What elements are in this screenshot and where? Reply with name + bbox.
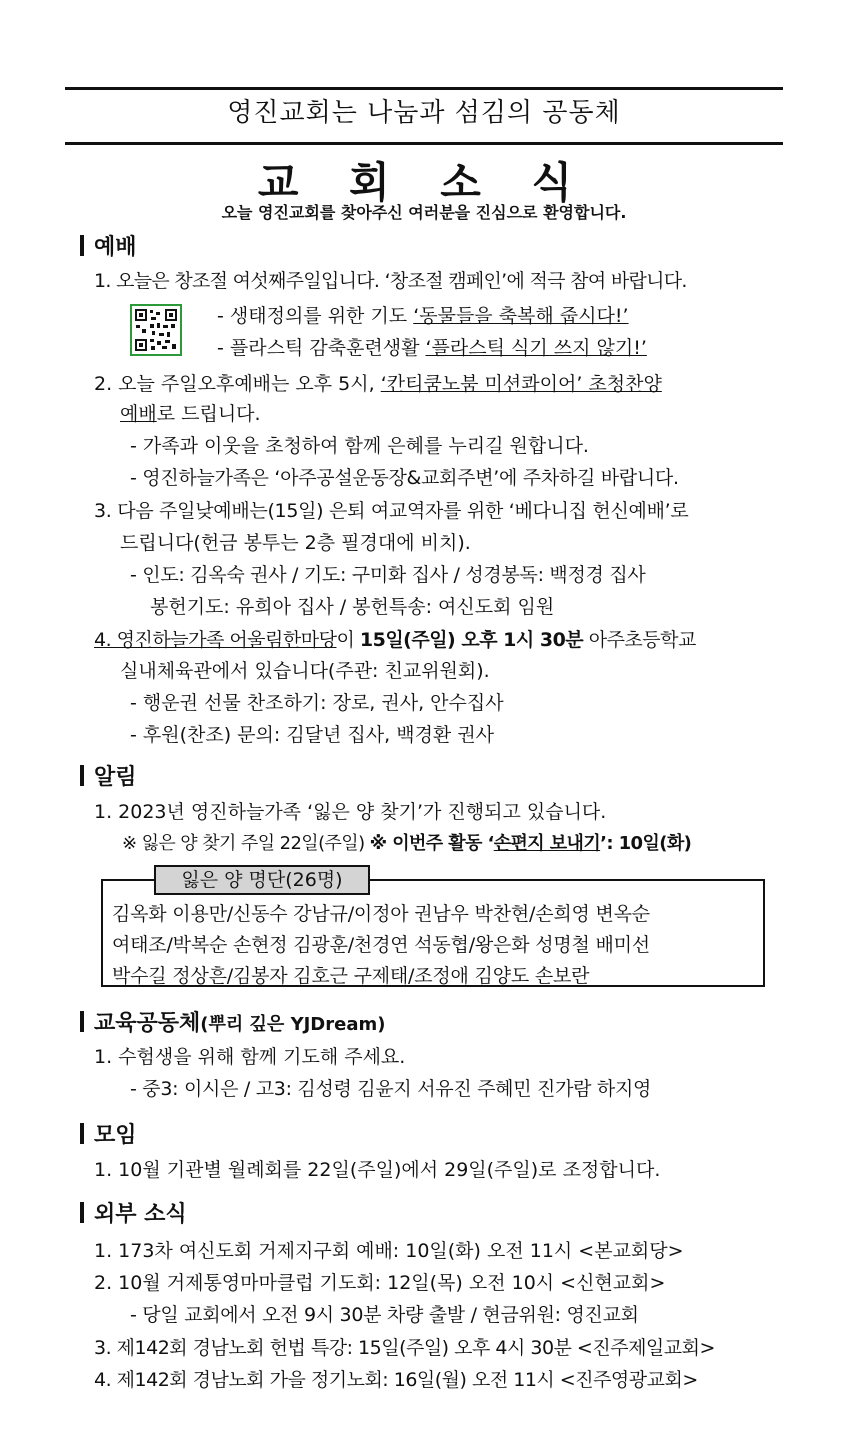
notice-item-1-sub: ※ 잃은 양 찾기 주일 22일(주일) ※ 이번주 활동 ‘손편지 보내기’: 10일(화) — [122, 833, 692, 854]
worship-item-2-sub-2: - 영진하늘가족은 ‘아주공설운동장&교회주변’에 주차하길 바랍니다. — [130, 467, 679, 489]
worship-item-1: 1. 오늘은 창조절 여섯째주일입니다. ‘창조절 캠페인’에 적극 참여 바랍니다. — [94, 270, 687, 292]
worship-item-3-line-1: 3. 다음 주일낮예배는(15일) 은퇴 여교역자를 위한 ‘베다니집 헌신예배’로 — [94, 500, 689, 522]
lost-sheep-list-title: 잃은 양 명단(26명) — [154, 865, 370, 895]
section-heading-external: 외부 소식 — [80, 1197, 187, 1228]
worship-item-3-line-2: 드립니다(헌금 봉투는 2층 필경대에 비치). — [120, 532, 471, 554]
section-heading-notice: 알림 — [80, 760, 137, 791]
section-heading-meeting: 모임 — [80, 1118, 137, 1149]
worship-item-4-sub-2: - 후원(찬조) 문의: 김달년 집사, 백경환 권사 — [130, 724, 495, 746]
lost-sheep-list-line-2: 여태조/박복순 손현정 김광훈/천경연 석동협/왕은화 성명철 배미선 — [112, 934, 650, 956]
header-rule — [65, 142, 783, 145]
worship-item-1-sub-2: - 플라스틱 감축훈련생활 ‘플라스틱 식기 쓰지 않기!’ — [217, 337, 647, 359]
external-item-4: 4. 제142회 경남노회 가을 정기노회: 16일(월) 오전 11시 <진주영광교회> — [94, 1369, 698, 1391]
section-heading-worship: 예배 — [80, 230, 137, 261]
worship-item-2-sub-1: - 가족과 이웃을 초청하여 함께 은혜를 누리길 원합니다. — [130, 435, 589, 457]
lost-sheep-list-line-3: 박수길 정상흔/김봉자 김호근 구제태/조정애 김양도 손보란 — [112, 965, 590, 987]
worship-item-2: 2. 오늘 주일오후예배는 오후 5시, ‘칸티쿰노붐 미션콰이어’ 초청찬양 — [94, 373, 662, 395]
worship-item-3-sub-1: - 인도: 김옥숙 권사 / 기도: 구미화 집사 / 성경봉독: 백정경 집사 — [130, 564, 646, 586]
church-motto: 영진교회는 나눔과 섬김의 공동체 — [227, 98, 621, 128]
welcome-text: 오늘 영진교회를 찾아주신 여러분을 진심으로 환영합니다. — [221, 203, 627, 222]
worship-item-1-sub-1: - 생태정의를 위한 기도 ‘동물들을 축복해 줍시다!’ — [217, 305, 629, 327]
external-item-1: 1. 173차 여신도회 거제지구회 예배: 10일(화) 오전 11시 <본교회당> — [94, 1240, 684, 1262]
education-item-1: 1. 수험생을 위해 함께 기도해 주세요. — [94, 1046, 406, 1068]
qr-code-icon — [130, 304, 182, 356]
external-item-3: 3. 제142회 경남노회 헌법 특강: 15일(주일) 오후 4시 30분 <진주제일교회> — [94, 1337, 715, 1359]
page-title: 교 회 소 식 — [257, 158, 591, 207]
education-item-1-sub: - 중3: 이시은 / 고3: 김성령 김윤지 서유진 주혜민 진가람 하지영 — [130, 1078, 652, 1100]
worship-item-3-sub-2: 봉헌기도: 유희아 집사 / 봉헌특송: 여신도회 임원 — [150, 596, 555, 618]
external-item-2-sub: - 당일 교회에서 오전 9시 30분 차량 출발 / 현금위원: 영진교회 — [130, 1304, 639, 1326]
external-item-2: 2. 10월 거제통영마마클럽 기도회: 12일(목) 오전 10시 <신현교회> — [94, 1272, 666, 1294]
meeting-item-1: 1. 10월 기관별 월례회를 22일(주일)에서 29일(주일)로 조정합니다. — [94, 1159, 661, 1181]
lost-sheep-list-line-1: 김옥화 이용만/신동수 강남규/이정아 권남우 박찬현/손희영 변옥순 — [112, 903, 650, 925]
worship-item-4-sub-1: - 행운권 선물 찬조하기: 장로, 권사, 안수집사 — [130, 692, 504, 714]
section-heading-education: 교육공동체(뿌리 깊은 YJDream) — [80, 1006, 385, 1037]
worship-item-4: 4. 영진하늘가족 어울림한마당이 15일(주일) 오후 1시 30분 아주초등학교 — [94, 629, 696, 651]
notice-item-1: 1. 2023년 영진하늘가족 ‘잃은 양 찾기’가 진행되고 있습니다. — [94, 801, 607, 823]
worship-item-2-line-2: 예배로 드립니다. — [120, 403, 261, 425]
top-rule — [65, 87, 783, 90]
worship-item-4-line-2: 실내체육관에서 있습니다(주관: 친교위원회). — [120, 660, 490, 682]
